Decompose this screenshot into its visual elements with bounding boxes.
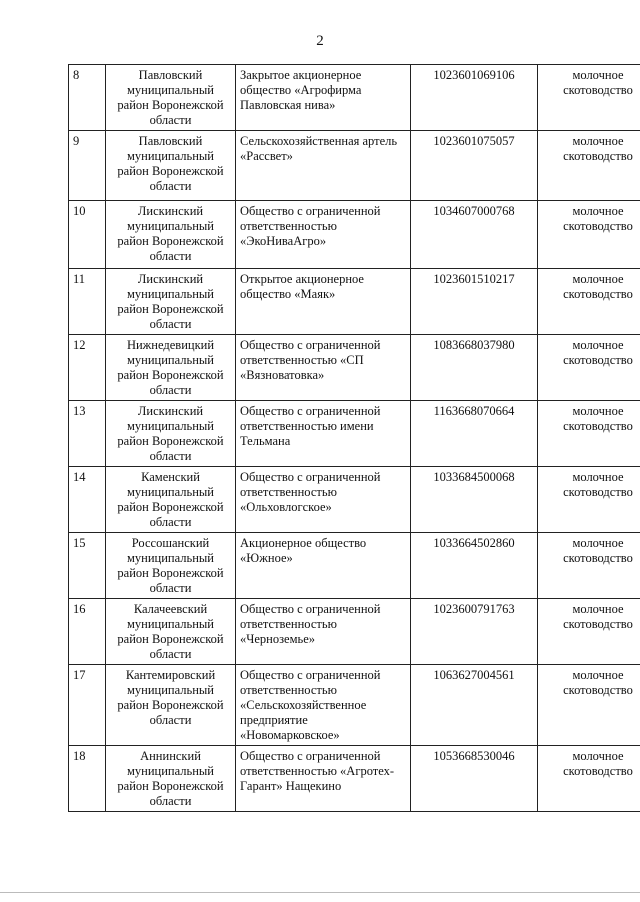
table-row <box>69 599 640 665</box>
district-cell: Нижнедевицкий муниципальный район Воронежской области <box>106 335 236 401</box>
row-number: 8 <box>69 65 106 131</box>
district-cell: Лискинский муниципальный район Воронежской области <box>106 201 236 269</box>
organization-cell: Сельскохозяйственная артель «Рассвет» <box>236 131 411 201</box>
row-number: 16 <box>69 599 106 665</box>
activity-cell: молочное скотоводство <box>538 467 640 533</box>
table-row <box>69 131 640 201</box>
row-number: 14 <box>69 467 106 533</box>
page-bottom-divider <box>0 892 640 893</box>
organization-cell: Акционерное общество «Южное» <box>236 533 411 599</box>
ogrn-cell: 1034607000768 <box>411 201 538 269</box>
ogrn-cell: 1053668530046 <box>411 746 538 812</box>
table-row <box>69 269 640 335</box>
row-number: 15 <box>69 533 106 599</box>
organization-cell: Общество с ограниченной ответственностью «Агротех-Гарант» Нащекино <box>236 746 411 812</box>
activity-cell: молочное скотоводство <box>538 599 640 665</box>
activity-cell: молочное скотоводство <box>538 401 640 467</box>
activity-cell: молочное скотоводство <box>538 269 640 335</box>
activity-cell: молочное скотоводство <box>538 131 640 201</box>
activity-cell: молочное скотоводство <box>538 65 640 131</box>
ogrn-cell: 1083668037980 <box>411 335 538 401</box>
row-number: 17 <box>69 665 106 746</box>
table-row <box>69 335 640 401</box>
row-number: 13 <box>69 401 106 467</box>
district-cell: Павловский муниципальный район Воронежской области <box>106 65 236 131</box>
row-number: 18 <box>69 746 106 812</box>
activity-cell: молочное скотоводство <box>538 665 640 746</box>
table-row <box>69 467 640 533</box>
ogrn-cell: 1033684500068 <box>411 467 538 533</box>
table-row <box>69 201 640 269</box>
district-cell: Кантемировский муниципальный район Воронежской области <box>106 665 236 746</box>
ogrn-cell: 1033664502860 <box>411 533 538 599</box>
ogrn-cell: 1063627004561 <box>411 665 538 746</box>
district-cell: Аннинский муниципальный район Воронежской области <box>106 746 236 812</box>
enterprise-registry-table <box>68 64 640 812</box>
page-number: 2 <box>316 33 324 49</box>
row-number: 11 <box>69 269 106 335</box>
district-cell: Калачеевский муниципальный район Воронежской области <box>106 599 236 665</box>
row-number: 10 <box>69 201 106 269</box>
row-number: 12 <box>69 335 106 401</box>
table-row <box>69 533 640 599</box>
row-number: 9 <box>69 131 106 201</box>
table-row <box>69 65 640 131</box>
ogrn-cell: 1023600791763 <box>411 599 538 665</box>
table-row <box>69 665 640 746</box>
organization-cell: Общество с ограниченной ответственностью «ЭкоНиваАгро» <box>236 201 411 269</box>
table-row <box>69 401 640 467</box>
ogrn-cell: 1163668070664 <box>411 401 538 467</box>
organization-cell: Общество с ограниченной ответственностью «Сельскохозяйственное предприятие «Новомарковское» <box>236 665 411 746</box>
ogrn-cell: 1023601069106 <box>411 65 538 131</box>
district-cell: Каменский муниципальный район Воронежской области <box>106 467 236 533</box>
district-cell: Лискинский муниципальный район Воронежской области <box>106 401 236 467</box>
organization-cell: Общество с ограниченной ответственностью «СП «Вязноватовка» <box>236 335 411 401</box>
district-cell: Павловский муниципальный район Воронежской области <box>106 131 236 201</box>
activity-cell: молочное скотоводство <box>538 746 640 812</box>
district-cell: Лискинский муниципальный район Воронежской области <box>106 269 236 335</box>
activity-cell: молочное скотоводство <box>538 335 640 401</box>
ogrn-cell: 1023601510217 <box>411 269 538 335</box>
organization-cell: Открытое акционерное общество «Маяк» <box>236 269 411 335</box>
activity-cell: молочное скотоводство <box>538 533 640 599</box>
table-row <box>69 746 640 812</box>
organization-cell: Общество с ограниченной ответственностью имени Тельмана <box>236 401 411 467</box>
organization-cell: Общество с ограниченной ответственностью «Ольховлогское» <box>236 467 411 533</box>
district-cell: Россошанский муниципальный район Воронежской области <box>106 533 236 599</box>
ogrn-cell: 1023601075057 <box>411 131 538 201</box>
organization-cell: Общество с ограниченной ответственностью «Черноземье» <box>236 599 411 665</box>
activity-cell: молочное скотоводство <box>538 201 640 269</box>
organization-cell: Закрытое акционерное общество «Агрофирма Павловская нива» <box>236 65 411 131</box>
